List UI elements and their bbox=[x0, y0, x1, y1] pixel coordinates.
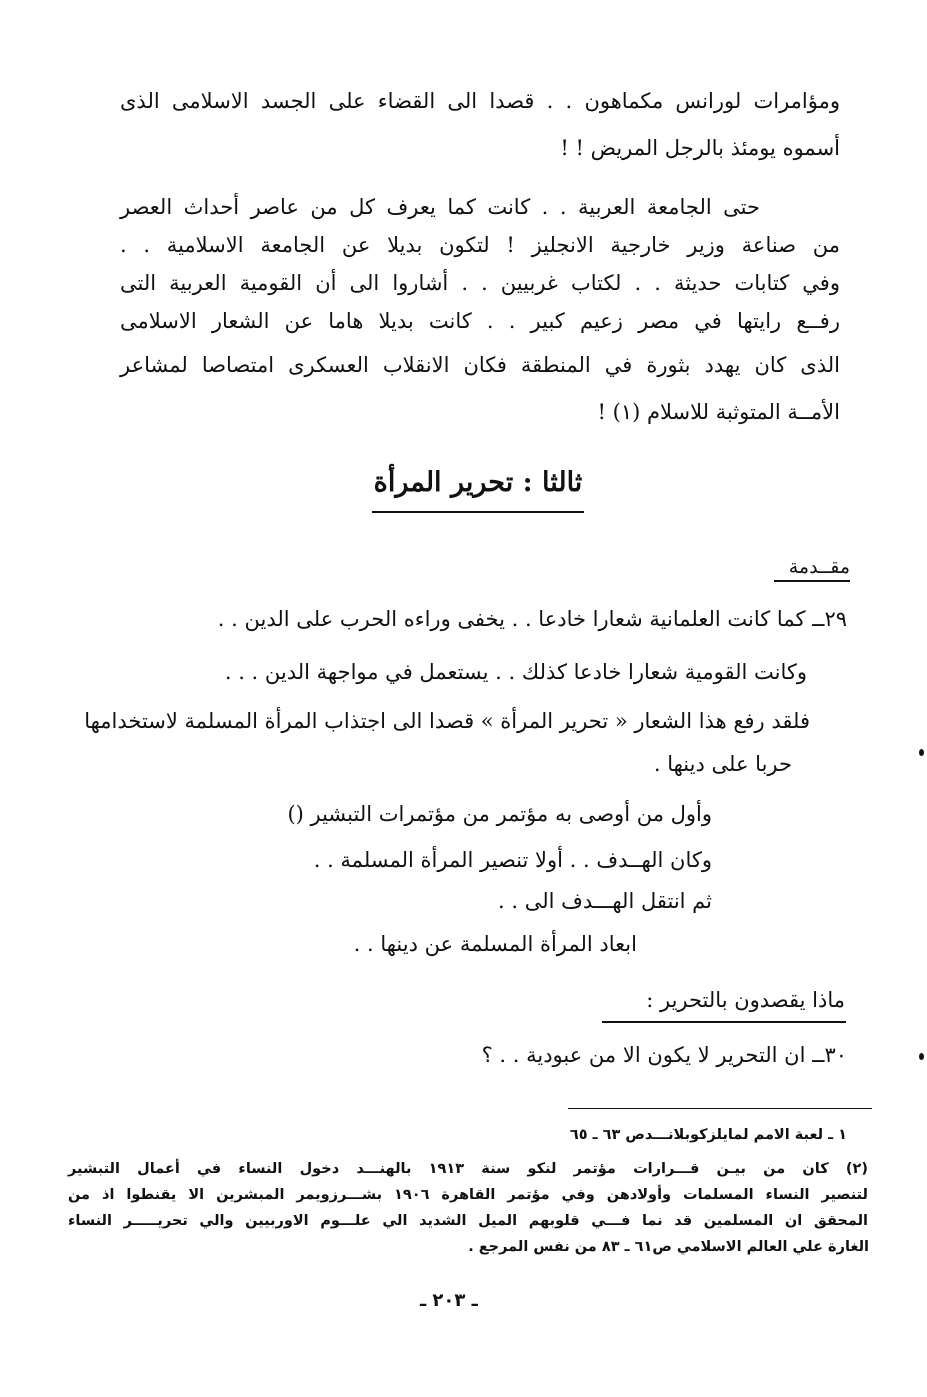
footnote-1: ١ ـ لعبة الامم لمايلزكوبلانـــدص ٦٣ ـ ٦٥ bbox=[569, 1127, 847, 1143]
indented-line: ثم انتقل الهـــدف الى . . bbox=[498, 889, 712, 913]
body-line: وكانت القومية شعارا خادعا كذلك . . يستعمل في مواجهة الدين . . . bbox=[224, 660, 807, 684]
body-line: فلقد رفع هذا الشعار « تحرير المرأة » قصدا الى اجتذاب المرأة المسلمة لاستخدامها bbox=[84, 709, 810, 733]
footnote-2: المحقق ان المسلمين قد نما فـــي قلوبهم الميل الشديد الي علـــوم الاوربيين والي تحريـــــر النساء bbox=[68, 1213, 868, 1229]
body-line: رفــع رايتها في مصر زعيم كبير . . كانت بديلا هاما عن الشعار الاسلامى bbox=[120, 309, 840, 333]
body-line: حتى الجامعة العربية . . كانت كما يعرف كل من عاصر أحداث العصر bbox=[120, 195, 760, 219]
body-line: الذى كان يهدد بثورة في المنطقة فكان الانقلاب العسكرى امتصاصا لمشاعر bbox=[120, 353, 840, 377]
body-line: ٢٩ــ كما كانت العلمانية شعارا خادعا . . يخفى وراءه الحرب على الدين . . bbox=[217, 607, 847, 631]
footnote-2: الغارة علي العالم الاسلامي ص٦١ ـ ٨٣ من نفس المرجع . bbox=[468, 1239, 869, 1255]
subheading: ماذا يقصدون بالتحرير : bbox=[646, 988, 845, 1012]
indented-line: ابعاد المرأة المسلمة عن دينها . . bbox=[353, 932, 637, 956]
footnote-separator bbox=[568, 1108, 872, 1109]
intro-label: مقــدمة bbox=[788, 556, 850, 578]
page-number: ـ ٢٠٣ ـ bbox=[420, 1290, 478, 1311]
section-heading-underline bbox=[372, 511, 584, 513]
indented-line: وأول من أوصى به مؤتمر من مؤتمرات التبشير () bbox=[287, 802, 712, 826]
body-line: من صناعة وزير خارجية الانجليز ! لتكون بديلا عن الجامعة الاسلامية . . bbox=[120, 233, 840, 257]
scan-mark bbox=[919, 1053, 924, 1060]
body-line: حربا على دينها . bbox=[653, 752, 792, 776]
scan-mark bbox=[919, 749, 924, 756]
body-line: ومؤامرات لورانس مكماهون . . قصدا الى القضاء على الجسد الاسلامى الذى bbox=[120, 89, 840, 113]
section-heading: ثالثا : تحرير المرأة bbox=[373, 467, 583, 498]
indented-line: وكان الهــدف . . أولا تنصير المرأة المسلمة . . bbox=[313, 848, 712, 872]
intro-label-underline bbox=[774, 580, 850, 582]
body-line: الأمــة المتوثبة للاسلام (١) ! bbox=[597, 400, 840, 424]
footnote-2: لتنصير النساء المسلمات وأولادهن وفي مؤتمر القاهرة ١٩٠٦ بشـــرزويمر المبشرين الا يقنطوا اذ من bbox=[68, 1187, 868, 1203]
body-line: وفي كتابات حديثة . . لكتاب غربيين . . أشاروا الى أن القومية العربية التى bbox=[120, 271, 840, 295]
subheading-underline bbox=[602, 1021, 846, 1023]
footnote-2: (٢) كان من بيـن قـــرارات مؤتمر لنكو سنة ١٩١٣ بالهنـــد دخول النساء في أعمال التبشير bbox=[68, 1161, 869, 1177]
body-line: أسموه يومئذ بالرجل المريض ! ! bbox=[560, 136, 840, 160]
body-line: ٣٠ــ ان التحرير لا يكون الا من عبودية . . ؟ bbox=[481, 1043, 847, 1067]
